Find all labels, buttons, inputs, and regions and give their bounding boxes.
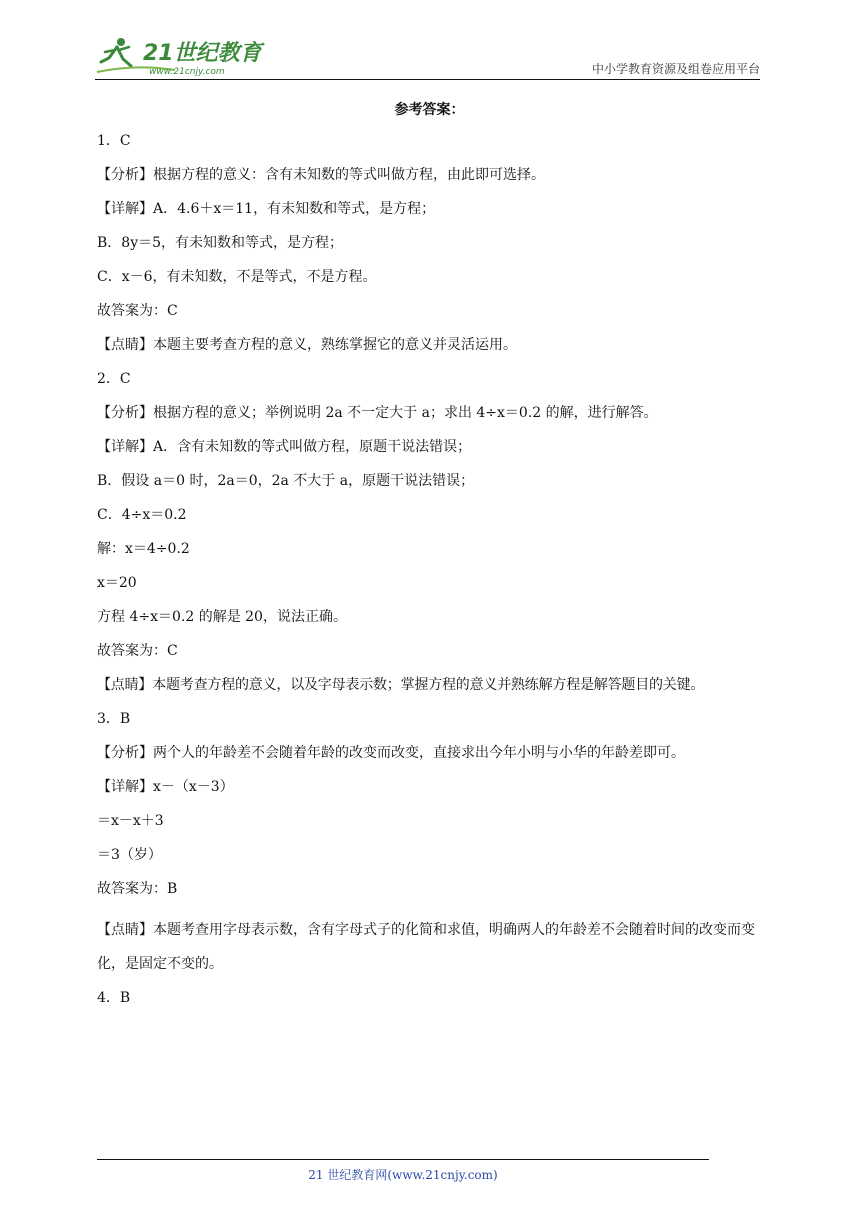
text-line: 解：x＝4÷0.2 [97, 541, 190, 557]
text-line: 【分析】根据方程的意义：含有未知数的等式叫做方程，由此即可选择。 [97, 167, 545, 183]
footer-divider [97, 1159, 709, 1160]
text-line: C．4÷x＝0.2 [97, 507, 187, 523]
text-line: 【分析】根据方程的意义；举例说明 2a 不一定大于 a；求出 4÷x＝0.2 的解，进行解答。 [97, 405, 658, 421]
answer-content [97, 100, 762, 1022]
text-line: 3．B [97, 711, 131, 727]
header-platform-text: 中小学教育资源及组卷应用平台 [591, 62, 760, 76]
text-line: 【详解】A．含有未知数的等式叫做方程，原题干说法错误； [97, 439, 472, 455]
text-line: 【点睛】本题主要考查方程的意义，熟练掌握它的意义并灵活运用。 [97, 337, 517, 353]
text-line: 【详解】x－（x－3） [97, 779, 234, 795]
text-line: 【点睛】本题考查方程的意义，以及字母表示数；掌握方程的意义并熟练解方程是解答题目的关键。 [97, 677, 705, 693]
text-line: C．x－6，有未知数，不是等式，不是方程。 [97, 269, 377, 285]
text-line: 故答案为：C [97, 643, 178, 659]
logo-text: 21世纪教育 [143, 41, 262, 66]
text-line: ＝3（岁） [97, 847, 162, 863]
logo-url: www.21cnjy.com [149, 67, 225, 77]
page-header [95, 30, 760, 80]
text-line: 1．C [97, 133, 131, 149]
text-line: 方程 4÷x＝0.2 的解是 20，说法正确。 [97, 609, 347, 625]
footer-site-text: 21 世纪教育网(www.21cnjy.com) [308, 1168, 498, 1182]
text-line: 4．B [97, 990, 131, 1006]
text-line: ＝x－x＋3 [97, 813, 164, 829]
text-line: x＝20 [97, 575, 137, 591]
text-line: 故答案为：C [97, 303, 178, 319]
logo-21cnjy [95, 34, 270, 78]
text-line: 【分析】两个人的年龄差不会随着年龄的改变而改变，直接求出今年小明与小华的年龄差即可。 [97, 745, 685, 761]
text-line: 故答案为：B [97, 881, 178, 897]
text-line: B．假设 a＝0 时，2a＝0，2a 不大于 a，原题干说法错误； [97, 473, 475, 489]
page-title: 参考答案： [394, 102, 465, 118]
text-line: B．8y＝5，有未知数和等式，是方程； [97, 235, 344, 251]
header-divider [95, 79, 760, 80]
text-line: 【点睛】本题考查用字母表示数，含有字母式子的化简和求值，明确两人的年龄差不会随着时间的改变而变化，是固定不变的。 [97, 922, 755, 972]
text-line: 【详解】A．4.6＋x＝11，有未知数和等式，是方程； [97, 201, 436, 217]
text-line: 2．C [97, 371, 131, 387]
